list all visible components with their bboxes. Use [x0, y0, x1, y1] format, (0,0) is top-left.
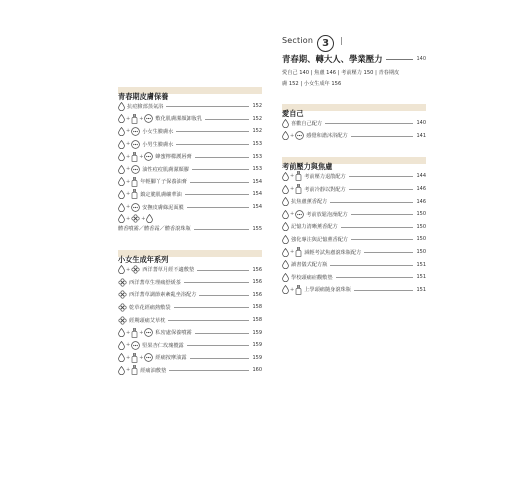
recipe-icons — [282, 285, 302, 295]
entry-title: 安撫皮膚綠泥面膜 — [142, 204, 184, 211]
dot-leader — [349, 189, 414, 190]
entry-page-number: 150 — [416, 223, 426, 230]
recipe-icons — [282, 260, 289, 269]
toc-entry[interactable] — [118, 339, 262, 352]
droplet-icon — [118, 190, 125, 199]
section-summary-line-2: 膚 152 | 小女生成年 156 — [282, 80, 342, 87]
droplet-icon — [282, 172, 289, 181]
toc-entry[interactable] — [282, 246, 426, 259]
dot-leader — [351, 239, 413, 240]
section-title-leader — [386, 59, 414, 60]
recipe-icons — [118, 353, 153, 363]
entry-title: 西洋蓍草調節素紊亂坐浴配方 — [129, 292, 197, 299]
droplet-icon — [282, 285, 289, 294]
toc-entry[interactable] — [118, 352, 262, 365]
entry-title: 喜歡自己配方 — [291, 120, 323, 127]
dot-leader — [354, 290, 414, 291]
category-title: 青春期皮膚保養 — [118, 92, 169, 101]
right-categories — [282, 101, 426, 296]
category-title: 愛自己 — [282, 109, 304, 118]
section-summary-line-1: 愛自己 140 | 焦慮 146 | 考前壓力 150 | 青春期皮 — [282, 70, 400, 76]
dot-leader — [187, 207, 250, 208]
toc-entry[interactable] — [118, 289, 262, 302]
recipe-icons — [118, 177, 138, 187]
recipe-icons — [282, 171, 302, 181]
dot-leader — [199, 295, 249, 296]
toc-entry-text-line — [118, 224, 262, 233]
entry-page-number: 150 — [416, 211, 426, 218]
dot-leader — [176, 131, 249, 132]
plus-icon: + — [290, 132, 295, 139]
plus-icon: + — [126, 204, 131, 211]
plus-icon: + — [139, 329, 144, 336]
toc-entry[interactable] — [282, 117, 426, 130]
toc-entry-icons-line — [118, 213, 262, 224]
entry-title: 上學頭痛隨身滾珠瓶 — [304, 287, 351, 294]
jar-icon — [131, 165, 140, 174]
toc-entry[interactable] — [118, 201, 262, 214]
section-header — [282, 32, 426, 49]
entry-title: 學校頭痛症觀敷墊 — [291, 274, 333, 281]
toc-entry[interactable] — [118, 150, 262, 163]
toc-entry[interactable] — [282, 195, 426, 208]
droplet-icon — [282, 131, 289, 140]
recipe-icons — [118, 365, 138, 375]
droplet-icon — [282, 222, 289, 231]
bottle-icon — [131, 328, 138, 338]
entry-title: 乾草花經痛熱敷袋 — [129, 304, 171, 311]
section-separator: | — [340, 36, 343, 45]
plus-icon: + — [126, 191, 131, 198]
jar-icon — [295, 210, 304, 219]
toc-entry[interactable] — [282, 258, 426, 271]
recipe-icons — [282, 222, 289, 231]
droplet-icon — [118, 203, 125, 212]
plus-icon: + — [126, 215, 131, 222]
bottle-icon — [295, 171, 302, 181]
recipe-icons — [118, 102, 125, 111]
entry-page-number: 154 — [252, 178, 262, 185]
herb-icon — [131, 265, 140, 274]
droplet-icon — [282, 248, 289, 257]
entry-title: 經痛按摩油露 — [155, 355, 187, 362]
entry-page-number: 144 — [416, 173, 426, 180]
droplet-icon — [282, 210, 289, 219]
entry-title: 強化專注與記憶薰香配方 — [291, 236, 349, 243]
entry-page-number: 141 — [416, 132, 426, 139]
entry-page-number: 151 — [416, 274, 426, 281]
jar-icon — [131, 341, 140, 350]
toc-entry[interactable] — [282, 130, 426, 143]
plus-icon: + — [126, 141, 131, 148]
dot-leader — [169, 370, 249, 371]
category-spacer — [282, 142, 426, 154]
entry-page-number: 159 — [252, 342, 262, 349]
herb-icon — [118, 303, 127, 312]
entry-page-number: 159 — [252, 329, 262, 336]
entry-title: 小女生臉膚水 — [142, 128, 174, 135]
plus-icon: + — [126, 115, 131, 122]
toc-entry[interactable] — [118, 176, 262, 189]
plus-icon: + — [126, 153, 131, 160]
entry-title: 抗焦慮薰香配方 — [291, 199, 328, 206]
dot-leader — [330, 265, 413, 266]
entry-title: 年輕腳丫子保養油膏 — [140, 179, 187, 186]
entry-page-number: 154 — [252, 191, 262, 198]
herb-icon — [118, 278, 127, 287]
recipe-icons — [118, 152, 153, 162]
entry-title: 記憶力清晰薰香配方 — [291, 224, 338, 231]
entry-page-number: 152 — [252, 128, 262, 135]
entry-title: 減輕考試焦慮滾珠瓶配方 — [304, 249, 362, 256]
droplet-icon — [118, 265, 125, 274]
toc-entry[interactable] — [282, 221, 426, 234]
entry-title: 堅果杏仁玫瑰攪露 — [142, 342, 184, 349]
dot-leader — [364, 252, 413, 253]
jar-icon — [144, 114, 153, 123]
jar-icon — [144, 353, 153, 362]
dot-leader — [176, 144, 249, 145]
entry-page-number: 152 — [252, 103, 262, 110]
entry-page-number: 151 — [416, 286, 426, 293]
entry-page-number: 156 — [252, 266, 262, 273]
droplet-icon — [282, 197, 289, 206]
entry-title: 抗痘臉部蒸氣浴 — [127, 103, 164, 110]
bottle-icon — [131, 114, 138, 124]
bottle-icon — [295, 285, 302, 295]
entry-title: 鎮定脆肌膚礦華油 — [140, 191, 182, 198]
recipe-icons — [118, 328, 153, 338]
entry-title: 讀書儀式配方瓶 — [291, 262, 328, 269]
dot-leader — [168, 320, 249, 321]
entry-page-number: 158 — [252, 304, 262, 311]
dot-leader — [197, 270, 249, 271]
recipe-icons — [282, 184, 302, 194]
recipe-icons — [282, 235, 289, 244]
dot-leader — [185, 194, 250, 195]
recipe-icons — [118, 214, 153, 223]
droplet-icon — [118, 341, 125, 350]
entry-title: 小男生臉膚水 — [142, 141, 174, 148]
recipe-icons — [282, 210, 304, 219]
toc-entry[interactable] — [282, 233, 426, 246]
droplet-icon — [118, 353, 125, 362]
entry-page-number: 156 — [252, 291, 262, 298]
toc-entry[interactable] — [118, 276, 262, 289]
toc-entry[interactable] — [118, 138, 262, 151]
section-word: Section — [282, 36, 314, 45]
recipe-icons — [118, 265, 140, 274]
droplet-icon — [282, 119, 289, 128]
jar-icon — [144, 152, 153, 161]
entry-title: 西洋蓍草月經不適敷墊 — [142, 267, 195, 274]
dot-leader — [336, 277, 414, 278]
toc-entry[interactable] — [118, 188, 262, 201]
category-header — [118, 247, 262, 265]
droplet-icon — [118, 328, 125, 337]
plus-icon: + — [141, 215, 146, 222]
recipe-icons — [118, 316, 127, 325]
droplet-icon — [118, 366, 125, 375]
left-categories — [118, 84, 262, 377]
dot-leader — [166, 106, 249, 107]
entry-title: 考前壓力退散配方 — [304, 173, 346, 180]
plus-icon: + — [126, 342, 131, 349]
entry-page-number: 155 — [252, 225, 262, 232]
plus-icon: + — [126, 178, 131, 185]
entry-page-number: 154 — [252, 204, 262, 211]
category-title: 考前壓力與焦慮 — [282, 162, 333, 172]
dot-leader — [190, 182, 250, 183]
left-column — [118, 84, 262, 377]
dot-leader — [351, 214, 414, 215]
category-header — [282, 154, 426, 172]
recipe-icons — [282, 247, 302, 257]
recipe-icons — [118, 203, 140, 212]
droplet-icon — [118, 165, 125, 174]
entry-page-number: 158 — [252, 317, 262, 324]
droplet-icon — [118, 140, 125, 149]
dot-leader — [205, 119, 249, 120]
toc-entry[interactable] — [118, 213, 262, 235]
recipe-icons — [282, 119, 289, 128]
herb-icon — [118, 316, 127, 325]
bottle-icon — [295, 247, 302, 257]
droplet-icon — [282, 235, 289, 244]
jar-icon — [131, 203, 140, 212]
plus-icon: + — [126, 166, 131, 173]
bottle-icon — [131, 152, 138, 162]
droplet-icon — [118, 177, 125, 186]
dot-leader — [190, 358, 250, 359]
dot-leader — [330, 202, 413, 203]
recipe-icons — [118, 140, 140, 149]
entry-title: 考前放鬆泡澡配方 — [306, 211, 348, 218]
toc-entry[interactable] — [118, 163, 262, 176]
toc-entry[interactable] — [118, 364, 262, 377]
entry-title: 考前冷靜以對配方 — [304, 186, 346, 193]
dot-leader — [349, 176, 414, 177]
droplet-icon — [118, 114, 125, 123]
droplet-icon — [118, 127, 125, 136]
plus-icon: + — [290, 249, 295, 256]
plus-icon: + — [290, 286, 295, 293]
recipe-icons — [118, 189, 138, 199]
entry-page-number: 146 — [416, 198, 426, 205]
jar-icon — [131, 127, 140, 136]
toc-entry[interactable] — [282, 183, 426, 196]
toc-entry[interactable] — [282, 208, 426, 221]
dot-leader — [351, 136, 414, 137]
entry-page-number: 140 — [416, 120, 426, 127]
plus-icon: + — [290, 173, 295, 180]
toc-entry[interactable] — [118, 100, 262, 113]
dot-leader — [325, 123, 413, 124]
entry-page-number: 153 — [252, 153, 262, 160]
plus-icon: + — [290, 186, 295, 193]
entry-title: 經期頭痛艾草枕 — [129, 317, 166, 324]
plus-icon: + — [126, 354, 131, 361]
jar-icon — [131, 140, 140, 149]
entry-page-number: 159 — [252, 354, 262, 361]
plus-icon: + — [126, 266, 131, 273]
toc-entry[interactable] — [282, 271, 426, 284]
right-column — [282, 32, 426, 296]
recipe-icons — [118, 290, 127, 299]
droplet-icon — [282, 273, 289, 282]
entry-page-number: 151 — [416, 261, 426, 268]
entry-title: 西洋蓍草生理痛舒緩茶 — [129, 279, 181, 286]
dot-leader — [184, 282, 250, 283]
category-header — [118, 84, 262, 101]
droplet-icon — [146, 214, 153, 223]
jar-icon — [295, 131, 304, 140]
jar-icon — [144, 328, 153, 337]
entry-page-number: 156 — [252, 279, 262, 286]
entry-title: 經痛油敷墊 — [140, 367, 167, 374]
entry-page-number: 150 — [416, 249, 426, 256]
droplet-icon — [282, 260, 289, 269]
recipe-icons — [282, 131, 304, 140]
dot-leader — [192, 169, 250, 170]
toc-entry[interactable] — [118, 263, 262, 276]
plus-icon: + — [139, 354, 144, 361]
section-title-row[interactable] — [282, 53, 426, 65]
entry-title: 感覺和諧沐浴配方 — [306, 133, 348, 140]
droplet-icon — [118, 102, 125, 111]
toc-entry[interactable] — [118, 113, 262, 126]
droplet-icon — [118, 152, 125, 161]
herb-icon — [131, 214, 140, 223]
category-title: 小女生成年系列 — [118, 255, 169, 265]
dot-leader — [187, 345, 250, 346]
entry-title: 油性痘痘肌膚潔顏膠 — [142, 166, 189, 173]
entry-page-number: 150 — [416, 236, 426, 243]
bottle-icon — [131, 189, 138, 199]
plus-icon: + — [290, 211, 295, 218]
plus-icon: + — [126, 329, 131, 336]
entry-title: 蜂蜜檸檬護唇膏 — [155, 154, 192, 161]
dot-leader — [195, 157, 250, 158]
category-header — [282, 101, 426, 118]
entry-title: 私密處保養噴霧 — [155, 330, 192, 337]
recipe-icons — [118, 165, 140, 174]
recipe-icons — [118, 278, 127, 287]
plus-icon: + — [139, 153, 144, 160]
section-title-page: 140 — [416, 56, 426, 62]
section-title: 青春期、轉大人、學業壓力 — [282, 54, 383, 64]
recipe-icons — [282, 273, 289, 282]
droplet-icon — [118, 214, 125, 223]
herb-icon — [118, 290, 127, 299]
recipe-icons — [118, 341, 140, 350]
entry-page-number: 160 — [252, 367, 262, 374]
plus-icon: + — [126, 128, 131, 135]
section-number-badge: 3 — [317, 35, 334, 52]
bottle-icon — [131, 353, 138, 363]
dot-leader — [195, 333, 250, 334]
toc-entry[interactable] — [118, 326, 262, 339]
recipe-icons — [118, 114, 153, 124]
droplet-icon — [282, 185, 289, 194]
toc-entry[interactable] — [118, 301, 262, 314]
entry-page-number: 153 — [252, 141, 262, 148]
dot-leader — [174, 307, 250, 308]
toc-entry[interactable] — [118, 125, 262, 138]
dot-leader — [194, 229, 250, 230]
recipe-icons — [282, 197, 289, 206]
entry-page-number: 146 — [416, 186, 426, 193]
plus-icon: + — [126, 367, 131, 374]
category-spacer — [118, 235, 262, 247]
dot-leader — [341, 227, 414, 228]
toc-entry[interactable] — [282, 170, 426, 183]
entry-page-number: 153 — [252, 166, 262, 173]
recipe-icons — [118, 303, 127, 312]
entry-page-number: 152 — [252, 115, 262, 122]
bottle-icon — [131, 365, 138, 375]
recipe-icons — [118, 127, 140, 136]
entry-title: 體香噴霧／體香霜／體香滾珠瓶 — [118, 226, 191, 233]
entry-title: 敷化肌膚潔顏卸妝乳 — [155, 116, 203, 123]
toc-entry[interactable] — [282, 284, 426, 297]
bottle-icon — [295, 184, 302, 194]
plus-icon: + — [139, 115, 144, 122]
toc-entry[interactable] — [118, 314, 262, 327]
bottle-icon — [131, 177, 138, 187]
